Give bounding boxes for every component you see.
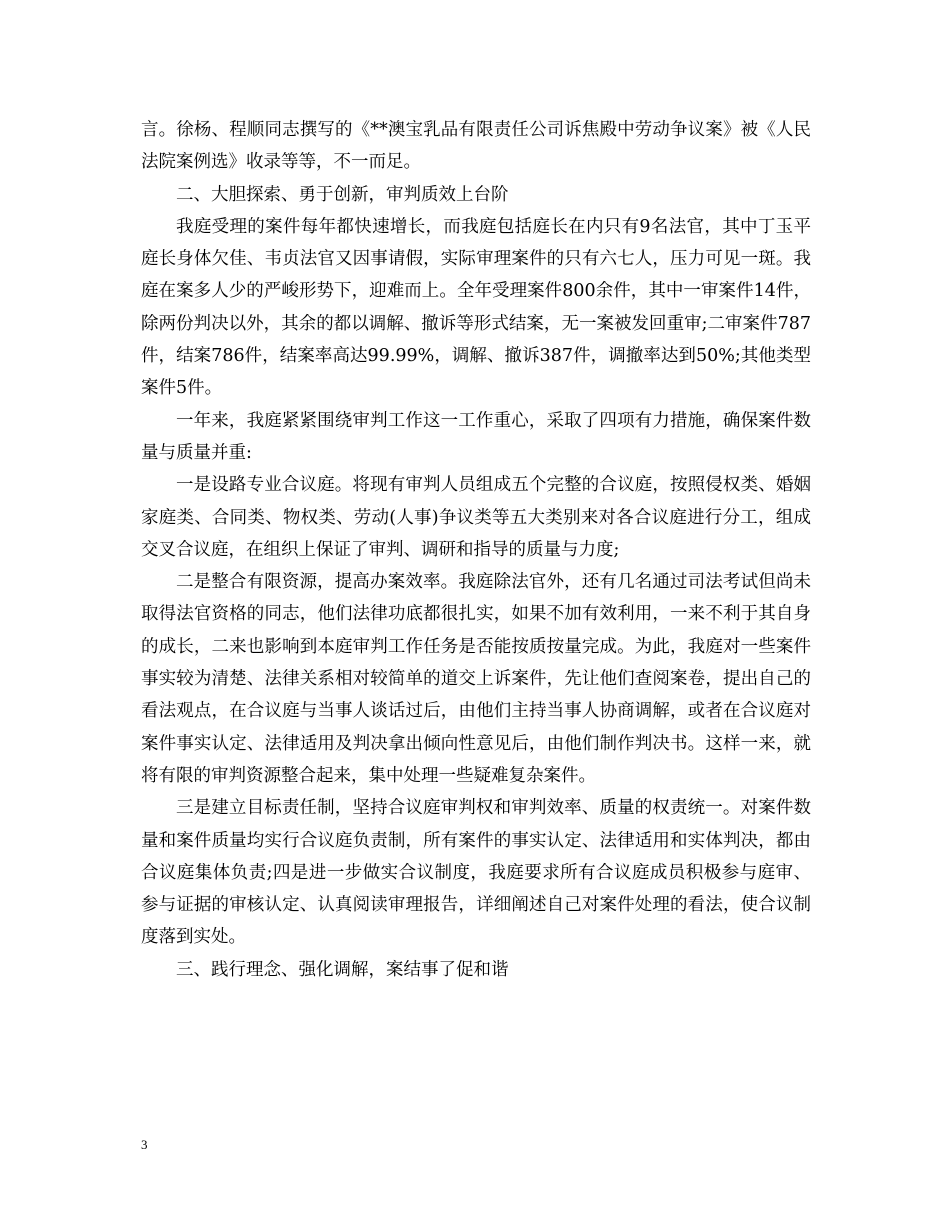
- section-heading-2: 二、大胆探索、勇于创新，审判质效上台阶: [176, 184, 509, 205]
- paragraph-measure-2: 二是整合有限资源，提高办案效率。我庭除法官外，还有几名通过司法考试但尚未取得法官资格的同志，他们法律功底都很扎实，如果不加有效利用，一来不利于其自身的成长，二来也影响到本庭审判工作任务是否能按质按量完成。为此，我庭对一些案件事实较为清楚、法律关系相对较简单的道交上诉案件，先让他们查阅案卷，提出自己的看法观点，在合议庭与当事人谈话过后，由他们主持当事人协商调解，或者在合议庭对案件事实认定、法律适用及判决拿出倾向性意见后，由他们制作判决书。这样一来，就将有限的审判资源整合起来，集中处理一些疑难复杂案件。: [141, 572, 811, 786]
- paragraph-measure-3-4: 三是建立目标责任制，坚持合议庭审判权和审判效率、质量的权责统一。对案件数量和案件质量均实行合议庭负责制，所有案件的事实认定、法律适用和实体判决，都由合议庭集体负责;四是进一步做实合议制度，我庭要求所有合议庭成员积极参与庭审、参与证据的审核认定、认真阅读审理报告，详细阐述自己对案件处理的看法，使合议制度落到实处。: [141, 798, 811, 948]
- paragraph-continuation: 言。徐杨、程顺同志撰写的《**澳宝乳品有限责任公司诉焦殿中劳动争议案》被《人民法院案例选》收录等等，不一而足。: [141, 120, 811, 173]
- body-text: [141, 114, 811, 986]
- paragraph-caseload: 我庭受理的案件每年都快速增长，而我庭包括庭长在内只有9名法官，其中丁玉平庭长身体欠佳、韦贞法官又因事请假，实际审理案件的只有六七人，压力可见一斑。我庭在案多人少的严峻形势下，迎难而上。全年受理案件800余件，其中一审案件14件，除两份判决以外，其余的都以调解、撤诉等形式结案，无一案被发回重审;二审案件787件，结案786件，结案率高达99.99%，调解、撤诉387件，调撤率达到50%;其他类型案件5件。: [141, 216, 811, 399]
- paragraph-measure-1: 一是设路专业合议庭。将现有审判人员组成五个完整的合议庭，按照侵权类、婚姻家庭类、合同类、物权类、劳动(人事)争议类等五大类别来对各合议庭进行分工，组成交叉合议庭，在组织上保证了审判、调研和指导的质量与力度;: [141, 475, 811, 560]
- section-heading-3: 三、践行理念、强化调解，案结事了促和谐: [176, 959, 509, 980]
- page-number: 3: [141, 1137, 148, 1152]
- paragraph-measures-intro: 一年来，我庭紧紧围绕审判工作这一工作重心，采取了四项有力措施，确保案件数量与质量并重:: [141, 410, 811, 463]
